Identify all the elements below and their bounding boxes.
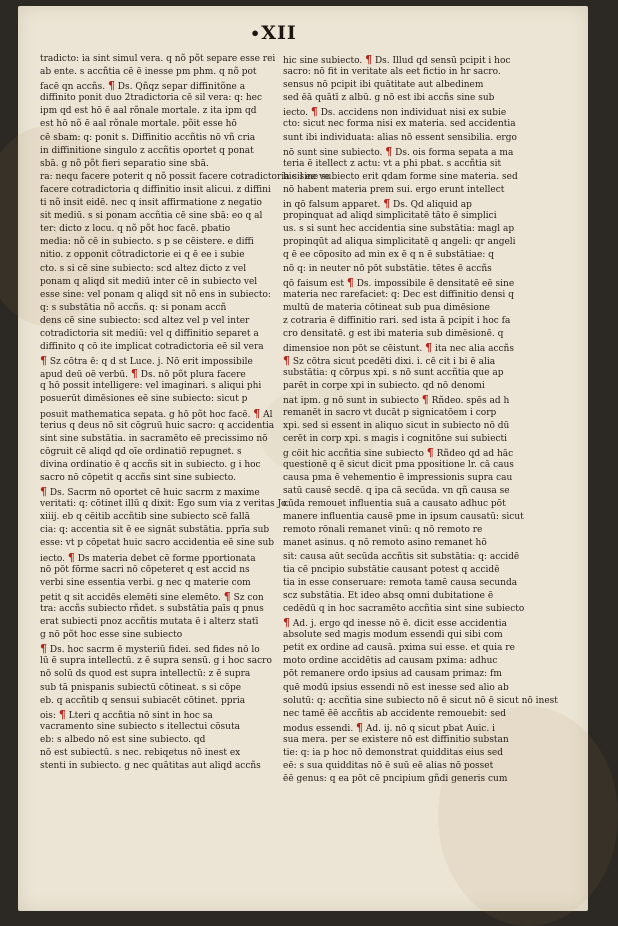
text-line: stenti in subiecto. g nec quātitas aut aliqd accñs: [40, 761, 261, 772]
text-line: facere cotradictoria q diffinitio insit alicui. z diffini: [40, 184, 271, 195]
text-line: cedēdū q in hoc sacramēto accñtia sint sine subiecto: [283, 603, 525, 614]
pilcrow-icon: ¶: [253, 406, 261, 420]
text-line: eb. q accñtib q sensui subiacēt cōtinet. ppria: [40, 695, 246, 706]
pilcrow-icon: ¶: [356, 720, 364, 734]
pilcrow-icon: ¶: [425, 341, 433, 355]
text-line: tra: accñs subiecto rñdet. s substātia paīs q pnus: [40, 603, 264, 614]
text-line: vacramento sine subiecto s itellectui cōsuta: [40, 721, 240, 732]
text-line: verbi sine essentia verbi. g nec q materie com: [40, 577, 251, 588]
text-line: esse: vt p cōpetat huic sacro accidentia eē sine sub: [40, 538, 275, 549]
text-line: ¶ Sz cōtra sicut pcedēti dixi. i. cē cit i bi ē alia: [283, 354, 496, 368]
pilcrow-icon: ¶: [426, 445, 434, 459]
text-line: iecto. ¶ Ds materia debet cē forme pportionata: [40, 550, 256, 564]
text-line: substātia: q cōrpus xpi. s nō sunt accñtia que ap: [283, 368, 504, 379]
text-line: ēē genus: q ea pōt cē pncipium gñdi generis cum: [283, 774, 508, 785]
text-line: manet asinus. q nō remoto asino remanet hō: [283, 538, 487, 549]
text-line: sensus nō pcipit ibi quātitate aut albedinem: [283, 80, 484, 91]
text-line: tradicto: ia sint simul vera. q nõ põt separe esse rei: [40, 54, 276, 64]
text-line: esse sine: vel ponam q aliqd sit nõ ens in subiecto:: [40, 289, 271, 300]
text-line: facē qn accñs. ¶ Ds. Qñqz separ diffinitõne a: [40, 79, 246, 93]
text-line: hic sine subiecto. ¶ Ds. Illud qd sensū pcipit i hoc: [283, 53, 511, 66]
text-line: nō sunt sine subiecto. ¶ Ds. ois forma sepata a ma: [283, 144, 514, 158]
text-line: scz substātia. Et ideo absq omni dubitatione ē: [283, 590, 494, 601]
text-line: lū ē supra intellectū. z ē supra sensū. g i hoc sacro: [40, 656, 272, 667]
text-line: cē sbam: q: ponit s. Diffinitio accñtis nō vñ cria: [40, 132, 256, 143]
text-line: hic sine subiecto erit qdam forme sine materia. sed: [283, 171, 518, 182]
pilcrow-icon: ¶: [346, 275, 354, 289]
folio-number: XII: [261, 22, 297, 44]
text-line: eē: s sua quidditas nō ē suū eē alias nō posset: [283, 761, 494, 772]
text-line: teria ē itellect z actu: vt a phi pbat. s accñtia sit: [283, 158, 502, 169]
text-line: g cōit hic accñtia sine subiecto ¶ Rñdeo qd ad hāc: [283, 445, 514, 459]
text-line: sunt ibi individuata: alias nō essent sensibilia. ergo: [283, 132, 517, 143]
folio-mark: •: [250, 24, 262, 43]
text-line: cro densitatē. g est ibi materia sub dimēsionē. q: [283, 328, 504, 339]
text-line: sed ēā quātī z albū. g nō est ibi accñs sine sub: [283, 93, 495, 104]
text-line: est hō nõ ē aal rõnale mortale. põit esse hō: [40, 119, 237, 130]
left-text-column: [40, 53, 330, 773]
text-line: cōgruit cē aliqd qd oīe ordinatiō repugnet. s: [40, 446, 242, 457]
pilcrow-icon: ¶: [40, 354, 47, 368]
pilcrow-icon: ¶: [383, 197, 391, 211]
text-line: ab ente. s accñtia cē ē inesse pm phm. q nõ pot: [40, 67, 257, 78]
pilcrow-icon: ¶: [310, 105, 318, 119]
text-line: g nō põt hoc esse sine subiecto: [40, 630, 183, 641]
manuscript-page: [18, 6, 588, 911]
text-line: sacro: nō fit in veritate als eet fictio in hr sacro.: [283, 67, 501, 78]
text-line: petit q sit accidēs elemēti sine elemēto. ¶ Sz con: [40, 589, 264, 603]
text-line: q hō possit intelligere: vel imaginari. s aliqui phi: [40, 381, 262, 392]
text-line: z cotraria ē diffinitio rari. sed ista ā pcipit i hoc fa: [283, 315, 511, 326]
text-line: ter: dicto z locu. q nõ põt hoc facē. pbatio: [40, 224, 231, 235]
text-line: xpi. sed si essent in aliquo sicut in subiecto nō dū: [283, 420, 510, 431]
text-line: absolute sed magis modum essendi qui sibi com: [283, 630, 503, 641]
text-line: sacro nō cōpetit q accñs sint sine subiecto.: [40, 473, 236, 483]
text-line: nitio. z opponit cõtradictorie ei q ē ee i subie: [40, 250, 245, 261]
text-line: materia nec rarefaciet: q: Dec est diffinitio densi q: [283, 289, 514, 300]
text-line: xiiij. eb q cēitib accñtib sine subiecto scē fallā: [40, 512, 250, 523]
text-line: moto ordine accidētis ad causam pxima: adhuc: [283, 656, 498, 667]
text-line: remoto rōnali remanet vinū: q nō remoto re: [283, 525, 483, 536]
text-line: ti nõ insit eidē. nec q insit affirmatione z negatio: [40, 198, 262, 209]
text-line: satū causē secdē. q ipa cā secūda. vn qñ causa se: [283, 486, 510, 497]
text-line: in qō falsum apparet. ¶ Ds. Qd aliquid ap: [283, 197, 472, 211]
pilcrow-icon: ¶: [58, 707, 66, 721]
text-line: sint sine substātia. in sacramēto eē precissimo nō: [40, 433, 268, 444]
text-line: solutū: q: accñtia sine subiecto nō ē sicut nō ē sicut nō inest: [283, 695, 558, 706]
text-line: divina ordinatio ē q accñs sit in subiecto. g i hoc: [40, 459, 261, 470]
text-line: diffinito ponit duo 2tradictoria cē sil vera: q: hec: [40, 93, 263, 104]
text-line: cūda remouet influentia suā a causato adhuc pōt: [283, 499, 506, 510]
text-line: dimensioe non pōt se cēistunt. ¶ ita nec alia accñs: [283, 341, 514, 355]
text-line: ¶ Ds. Sacrm nō oportet cē huic sacrm z maxime: [40, 485, 260, 499]
text-line: media: nõ cē in subiecto. s p se cēistere. e diffi: [40, 237, 254, 248]
right-text-column: [283, 53, 558, 786]
text-line: nat ipm. g nō sunt in subiecto ¶ Rñdeo. spēs ad h: [283, 393, 510, 407]
text-line: q: s substātia nõ accñs. q: si ponam accñ: [40, 302, 227, 313]
text-line: cia: q: accentia sit ē ee signāt substātia. pprīa sub: [40, 525, 270, 536]
text-line: q ē ee cōposito ad min ex ē q n ē substātiae: q: [283, 250, 494, 261]
text-line: sbā. g nõ põt fieri separatio sine sbā.: [40, 158, 209, 169]
text-line: petit ex ordine ad causā. pxima sui esse. et quia re: [283, 643, 515, 654]
pilcrow-icon: ¶: [283, 354, 290, 368]
text-line: ¶ Sz cōtra ē: q d st Luce. j. Nō erit impossibile: [40, 354, 253, 368]
text-line: ra: nequ facere poterit q nõ possit facere cotradictoria sil ee ve: [40, 171, 330, 182]
text-line: manere influentia causē pme in ipsum causatū: sicut: [283, 512, 524, 523]
text-line: posuerūt dimēsiones eē sine subiecto: sicut p: [40, 394, 248, 405]
text-line: ¶ Ds. hoc sacrm ē mysteriū fidei. sed fides nō lo: [40, 642, 260, 656]
text-line: eb: s albedo nō est sine subiecto. qd: [40, 734, 206, 745]
text-line: sit: causa aūt secūda accñtis sit substātia: q: accidē: [283, 551, 520, 562]
pilcrow-icon: ¶: [67, 550, 75, 564]
text-line: iecto. ¶ Ds. accidens non individuat nisi ex subie: [283, 105, 507, 119]
text-line: posuit mathematica sepata. g hō põt hoc facē. ¶ Al: [40, 406, 273, 420]
text-line: ponam q aliqd sit mediū inter cē in subiecto vel: [40, 276, 258, 287]
text-line: multū de materia cōtineat sub pua dimēsione: [283, 302, 490, 313]
text-line: tia in esse conseruare: remota tamē causa secunda: [283, 577, 518, 588]
text-line: tie: q: ia p hoc nō demonstrat quidditas eius sed: [283, 747, 503, 758]
pilcrow-icon: ¶: [40, 642, 47, 656]
pilcrow-icon: ¶: [223, 589, 231, 603]
text-line: nec tamē ēē accñtis ab accidente remouebit: sed: [283, 708, 507, 719]
text-line: pōt remanere ordo ipsius ad causam primaz: fm: [283, 669, 502, 680]
pilcrow-icon: ¶: [421, 393, 429, 407]
text-line: parēt in corpe xpi in subiecto. qd nō denomi: [283, 381, 485, 392]
text-line: sub tā pnispanis subiectū cōtineat. s si cōpe: [40, 682, 242, 693]
text-line: sit mediū. s si ponam accñtia cē sine sbā: eo q al: [40, 211, 263, 222]
text-line: cerēt in corp xpi. s magis i cognitōne sui subiecti: [283, 433, 508, 444]
pilcrow-icon: ¶: [385, 144, 393, 158]
text-line: cotradictoria sit mediū: vel q diffinitio separet a: [40, 328, 259, 339]
text-line: nō q: in neuter nō pōt substātie. tētes ē accñs: [283, 263, 492, 274]
text-line: nō habent materia prem sui. ergo erunt intellect: [283, 184, 505, 195]
text-line: propinqūt ad aliqua simplicitatē q angeli: qr angeli: [283, 237, 516, 248]
pilcrow-icon: ¶: [40, 485, 47, 499]
text-line: sua mera. per se existere nō est diffinitio substan: [283, 734, 509, 745]
text-line: questionē q ē sicut dicit pma ppositione lr. cā caus: [283, 459, 514, 470]
text-line: nō pōt fōrme sacri nō cōpeteret q est accid ns: [40, 564, 250, 575]
text-line: erat subiecti pnoz accñtis mutata ē i alterz statī: [40, 617, 259, 628]
text-line: veritati: q: cōtinet illū q dixit: Ego sum via z veritas Jo.: [40, 499, 290, 510]
text-line: us. s si sunt hec accidentia sine substātia: magl ap: [283, 224, 515, 235]
text-line: nō est subiectū. s nec. rebiqetus nō inest ex: [40, 747, 241, 758]
text-line: nō solū ds quod est supra intellectū: z ē supra: [40, 669, 251, 680]
text-line: apud deū oē verbū. ¶ Ds. nō põt plura facere: [40, 367, 246, 381]
text-line: ¶ Ad. j. ergo qd inesse nō ē. dicit esse accidentia: [283, 616, 507, 630]
text-line: tia cē pncipio substātie causant potest q accidē: [283, 564, 500, 575]
text-line: diffinito q cō ite implicat cotradictoria eē sil vera: [40, 342, 264, 353]
text-line: cto: sicut nec forma nisi ex materia. sed accidentia: [283, 119, 516, 130]
text-line: causa pma ē vehementio ē impressionis supra cau: [283, 473, 513, 483]
text-line: propinquat ad aliqd simplicitatē tāto ē simplici: [283, 211, 497, 222]
pilcrow-icon: ¶: [107, 79, 115, 93]
pilcrow-icon: ¶: [365, 53, 373, 66]
text-line: terius q deus nō sit cōgruū huic sacro: q accidentia: [40, 420, 275, 431]
text-line: in diffinitione singulo z accñtis oportet q ponat: [40, 145, 254, 156]
text-line: ipm qd est hō ē aal rõnale mortale. z ita ipm qd: [40, 106, 257, 117]
text-line: cto. s si cē sine subiecto: scd altez dicto z vel: [40, 263, 247, 274]
pilcrow-icon: ¶: [130, 367, 138, 381]
text-line: qō faisum est ¶ Ds. impossibile ē densitatē eē sine: [283, 275, 515, 289]
text-line: modus essendi. ¶ Ad. ij. nō q sicut pbat Auic. i: [283, 720, 495, 734]
text-line: quē modū ipsius essendi nō est inesse sed alio ab: [283, 682, 509, 693]
text-line: remanēt in sacro vt ducāt p signicatōem i corp: [283, 407, 497, 418]
folio-header: [250, 22, 297, 44]
text-line: ois: ¶ Lteri q accñtia nō sint in hoc sa: [40, 707, 213, 721]
text-line: dens cē sine subiecto: scd altez vel p vel inter: [40, 315, 250, 326]
pilcrow-icon: ¶: [283, 616, 290, 630]
